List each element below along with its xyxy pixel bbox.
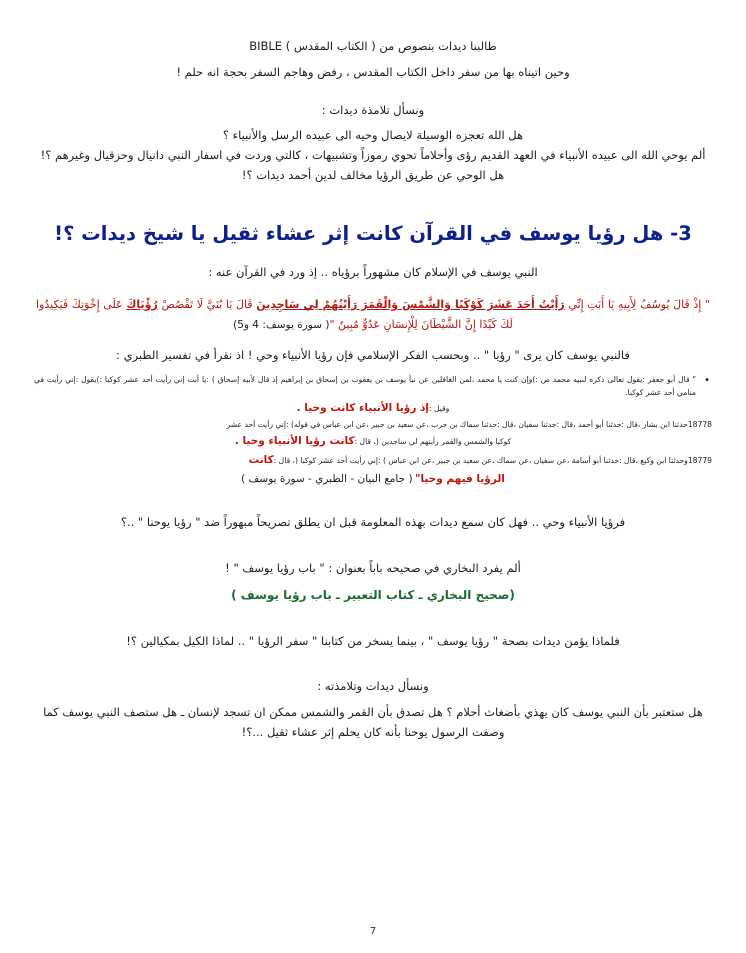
hadith-18779-conclusion bbox=[34, 470, 712, 489]
spacer bbox=[34, 187, 712, 221]
spacer bbox=[34, 84, 712, 102]
after-quote-line: فالنبي يوسف كان يرى " رؤيا " .. وبحسب الفكر الإسلامي فإن رؤيا الأنبياء وحي ! اذ نقرأ في تفسير الطبري : bbox=[116, 347, 630, 362]
hadith-18779-number: 18779 bbox=[687, 455, 712, 465]
hadith-18778-number: 18778 bbox=[687, 420, 712, 430]
tafsir-list bbox=[34, 373, 712, 400]
tafsir-qeel-prefix: وقيل : bbox=[429, 404, 450, 414]
spacer bbox=[34, 534, 712, 560]
hadith-18778-emphasis: كانت رؤيا الأنبياء وحيا . bbox=[234, 434, 355, 447]
hadith-18778-text-2: كوكبا والشمس والقمر رأيتهم لي ساجدين (، قال : bbox=[354, 436, 512, 446]
tafsir-qeel-emphasis: إذ رؤيا الأنبياء كانت وحيا . bbox=[296, 402, 430, 415]
intro-line-1: طالبنا ديدات بنصوص من ( الكتاب المقدس ) BIBLE bbox=[249, 39, 497, 53]
quran-part-2: قَالَ يَا بُنَيَّ لَا تَقْصُصْ bbox=[157, 298, 257, 312]
bukhari-question: ألم يفرد البخاري في صحيحه باباً بعنوان : " باب رؤيا يوسف " ! bbox=[225, 561, 521, 576]
quran-source-citation: ( سورة يوسف: 4 و5) bbox=[233, 319, 330, 332]
prophets-vision-paragraph: فرؤيا الأنبياء وحي .. فهل كان سمع ديدات بهذه المعلومة قبل ان يطلق تصريحاً مبهوراً ضد " رؤيا يوحنا " ..؟ bbox=[120, 515, 626, 530]
hadith-18778-text: حدثنا ابن بشار ،قال :حدثنا أبو أحمد ،قال :حدثنا سفيان ،قال :حدثنا سماك بن حرب ،عن سعيد بن جبير ،عن ابن عباس في قوله) :إني رأيت أحد عشر bbox=[226, 420, 688, 430]
bukhari-source-citation: (صحيح البخاري ـ كتاب التعبير ـ باب رؤيا يوسف ) bbox=[231, 588, 515, 603]
question-item-1: هل الله تعجزه الوسيلة لايصال وحيه الى عبيده الرسل والأنبياء ؟ bbox=[222, 128, 524, 143]
hadith-18779-emphasis-start: كانت bbox=[248, 453, 274, 466]
hadith-18779-line bbox=[34, 451, 712, 470]
question-item-2: ألم يوحي الله الى عبيده الأنبياء في العهد القديم رؤى وأحلاماً تحوي رموزاً وتشبيهات ، كالتي وردت في اسفار النبي دانيال وحزقيال وغيرهم ؟! bbox=[40, 148, 706, 163]
questions-lead: ونسأل تلامذة ديدات : bbox=[321, 102, 425, 117]
spacer bbox=[34, 246, 712, 264]
section-heading: 3- هل رؤيا يوسف في القرآن كانت إثر عشاء ثقيل يا شيخ ديدات ؟! bbox=[54, 221, 692, 245]
spacer bbox=[34, 488, 712, 514]
quran-part-1: " إِذْ قَالَ يُوسُفُ لِأَبِيهِ يَا أَبَتِ إِنِّي bbox=[564, 298, 710, 312]
spacer bbox=[34, 607, 712, 633]
page-number: 7 bbox=[369, 926, 377, 937]
spacer bbox=[34, 284, 712, 295]
hadith-18779-text: وحدثنا ابن وكيع ،قال :حدثنا أبو أسامة ،عن سفيان ،عن سماك ،عن سعيد بن جبير ،عن ابن عباس ) :إني رأيت أحد عشر كوكبا (، قال : bbox=[273, 455, 688, 465]
closing-line-1: هل ستعتبر بأن النبي يوسف كان يهذي بأضغاث أحلام ؟ هل تصدق بأن القمر والشمس ممكن ان تسجد لإنسان ـ هل ستصف النبي يوسف كما bbox=[43, 705, 703, 720]
tabari-source-citation: ( جامع البيان - الطبري - سورة يوسف ) bbox=[241, 472, 413, 485]
closing-line-2: وصفت الرسول يوحنا بأنه كان يحلم إثر عشاء ثقيل ...؟! bbox=[241, 725, 505, 740]
double-standard-paragraph: فلماذا يؤمن ديدات بصحة " رؤيا يوسف " ، بينما يسخر من كتابنا " سفر الرؤيا " .. لماذا الكيل بمكيالين ؟! bbox=[126, 633, 620, 648]
quran-underlined-1: رَأَيْتُ أَحَدَ عَشَرَ كَوْكَبًا وَالشَّمْسَ وَالْقَمَرَ رَأَيْتُهُمْ لِي سَاجِدِينَ bbox=[256, 298, 565, 312]
hadith-18779-emphasis: الرؤيا فيهم وحيا" bbox=[414, 472, 505, 485]
quran-part-3: عَلَى إِخْوَتِكَ فَيَكِيدُوا لَكَ كَيْدًا إِنَّ الشَّيْطَانَ لِلْإِنسَانِ عَدُوٌّ مُبِينٌ " bbox=[36, 298, 513, 332]
question-item-3: هل الوحي عن طريق الرؤيا مخالف لدين أحمد ديدات ؟! bbox=[241, 168, 505, 183]
hadith-18778-line bbox=[34, 418, 712, 432]
spacer bbox=[34, 652, 712, 678]
quran-underlined-2: رُؤْيَاكَ bbox=[126, 298, 158, 312]
tafsir-qeel-line bbox=[34, 399, 712, 418]
quran-intro-line: النبي يوسف في الإسلام كان مشهوراً برؤياه .. إذ ورد في القرآن عنه : bbox=[208, 265, 538, 280]
intro-line-2: وحين اتيناه بها من سفر داخل الكتاب المقدس ، رفض وهاجم السفر بحجة انه حلم ! bbox=[176, 64, 570, 79]
hadith-18778-conclusion bbox=[34, 432, 712, 451]
closing-lead: ونسأل ديدات وتلامذته : bbox=[317, 679, 429, 694]
spacer bbox=[34, 336, 712, 347]
quran-quote bbox=[34, 295, 712, 336]
tafsir-bullet-item: • " قال أبو جعفر :يقول تعالى ذكره لنبيه محمد ص :)وإن كنت يا محمد ،لمن الغافلين عن نبأ يوسف بن يعقوب بن إسحاق بن إبراهيم إذ قال لأبيه إسحاق ) :يا أبت إني رأيت أحد عشر كوكبا :)يقول :إني رأيت في منامي أحد عشر كوكبا. bbox=[34, 373, 712, 400]
